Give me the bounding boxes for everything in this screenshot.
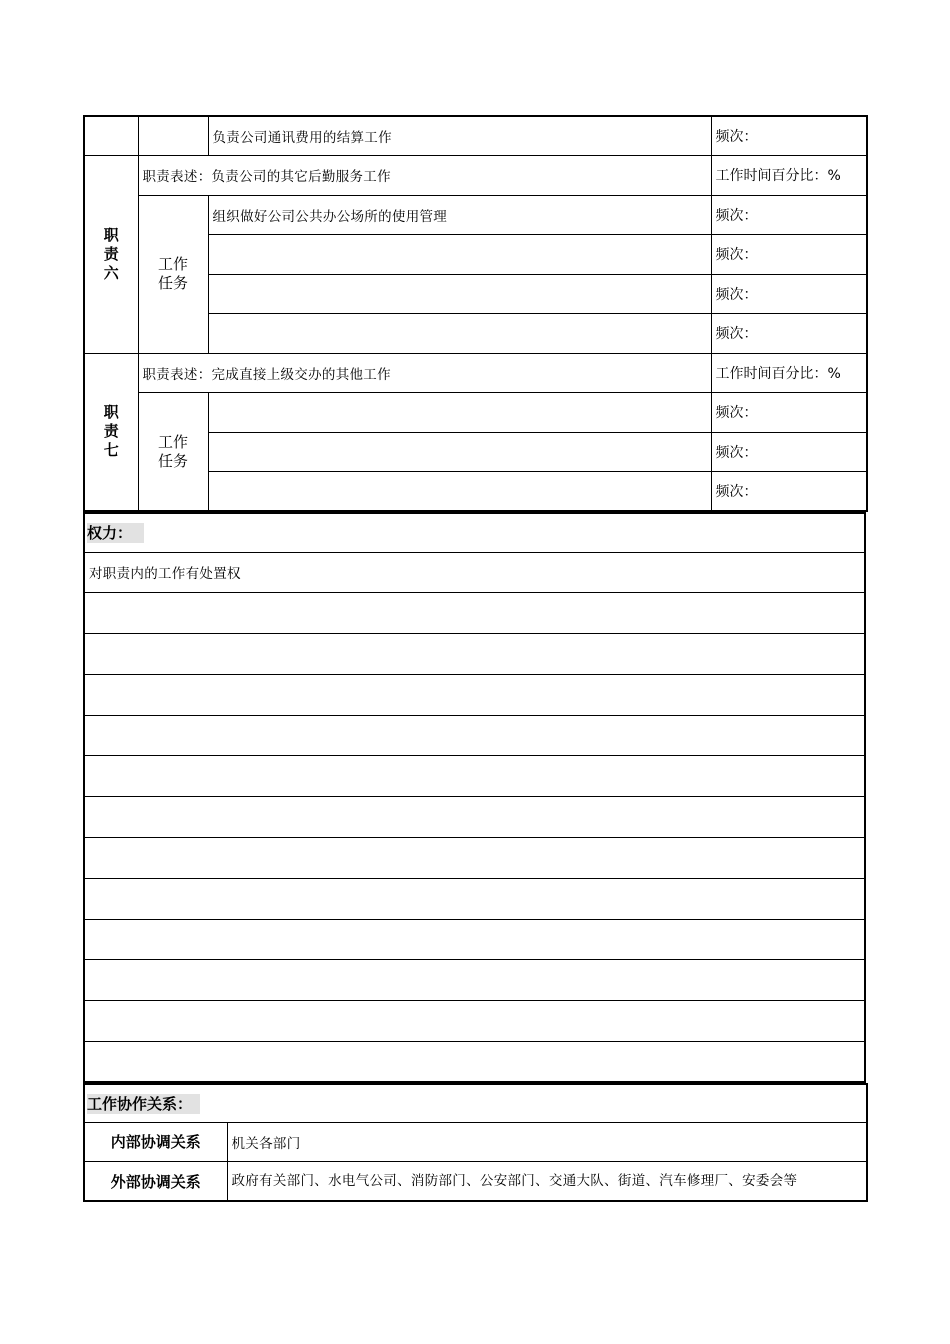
power-item xyxy=(84,878,865,919)
power-item xyxy=(84,1001,865,1042)
list-item xyxy=(84,674,865,715)
frequency-label: 频次： xyxy=(711,195,867,235)
duty-seven-label-text: 职 责 七 xyxy=(103,403,119,460)
duty-seven-task-label xyxy=(138,393,208,512)
task-label-text: 工作 任务 xyxy=(157,432,188,470)
power-table xyxy=(83,512,866,1083)
task-text: 负责公司通讯费用的结算工作 xyxy=(208,116,711,156)
power-item xyxy=(84,960,865,1001)
duty-six-label xyxy=(84,156,138,354)
table-row xyxy=(84,195,867,235)
table-row xyxy=(84,393,867,433)
collaboration-heading xyxy=(84,1084,867,1122)
collaboration-heading-row xyxy=(84,1084,867,1122)
power-item: 对职责内的工作有处置权 xyxy=(84,552,865,593)
task-label-text: 工作 任务 xyxy=(157,255,188,292)
power-heading xyxy=(84,513,865,552)
list-item xyxy=(84,960,865,1001)
list-item xyxy=(84,715,865,756)
duty-seven-description-row xyxy=(84,353,867,393)
frequency-label: 频次： xyxy=(711,432,867,472)
collaboration-heading-text: 工作协作关系： xyxy=(87,1094,200,1114)
task-text: 组织做好公司公共办公场所的使用管理 xyxy=(208,195,711,235)
list-item xyxy=(84,634,865,675)
frequency-label: 频次： xyxy=(711,472,867,512)
list-item xyxy=(84,797,865,838)
power-item xyxy=(84,919,865,960)
task-text xyxy=(208,472,711,512)
internal-value: 机关各部门 xyxy=(227,1122,867,1161)
list-item xyxy=(84,878,865,919)
duty-seven-description-text: 职责表述：完成直接上级交办的其他工作 xyxy=(142,366,391,383)
task-text xyxy=(208,314,711,354)
duty-six-task-label xyxy=(138,195,208,353)
empty-cell xyxy=(138,116,208,156)
power-item xyxy=(84,634,865,675)
internal-row xyxy=(84,1122,867,1161)
power-heading-text: 权力： xyxy=(87,523,144,543)
frequency-label: 频次： xyxy=(711,393,867,433)
external-value: 政府有关部门、水电气公司、消防部门、公安部门、交通大队、街道、汽车修理厂、安委会等 xyxy=(227,1161,867,1201)
list-item xyxy=(84,919,865,960)
power-heading-row xyxy=(84,513,865,552)
duty-six-label-text: 职 责 六 xyxy=(103,225,119,282)
collaboration-table xyxy=(83,1083,868,1202)
task-text xyxy=(208,393,711,433)
list-item xyxy=(84,838,865,879)
duty-six-description xyxy=(138,156,711,196)
empty-cell xyxy=(84,116,138,156)
frequency-label: 频次： xyxy=(711,274,867,314)
duty-six-time-percent: 工作时间百分比：% xyxy=(711,156,867,196)
task-text xyxy=(208,235,711,275)
power-item xyxy=(84,715,865,756)
duty-seven-label xyxy=(84,353,138,511)
duty-seven-description xyxy=(138,353,711,393)
list-item xyxy=(84,1042,865,1083)
power-item xyxy=(84,756,865,797)
job-description-sheet xyxy=(83,115,866,1202)
frequency-label: 频次： xyxy=(711,314,867,354)
duty-six-description-row xyxy=(84,156,867,196)
power-item xyxy=(84,593,865,634)
list-item xyxy=(84,552,865,593)
power-item xyxy=(84,1042,865,1083)
duty-seven-time-percent: 工作时间百分比：% xyxy=(711,353,867,393)
external-row xyxy=(84,1161,867,1201)
list-item xyxy=(84,756,865,797)
duties-table xyxy=(83,115,868,512)
external-label: 外部协调关系 xyxy=(84,1161,227,1201)
task-text xyxy=(208,274,711,314)
frequency-label: 频次： xyxy=(711,235,867,275)
power-item xyxy=(84,797,865,838)
table-row xyxy=(84,116,867,156)
frequency-label: 频次： xyxy=(711,116,867,156)
duty-six-description-text: 职责表述：负责公司的其它后勤服务工作 xyxy=(142,169,391,186)
list-item xyxy=(84,1001,865,1042)
power-item xyxy=(84,838,865,879)
internal-label: 内部协调关系 xyxy=(84,1122,227,1161)
power-item xyxy=(84,674,865,715)
list-item xyxy=(84,593,865,634)
task-text xyxy=(208,432,711,472)
